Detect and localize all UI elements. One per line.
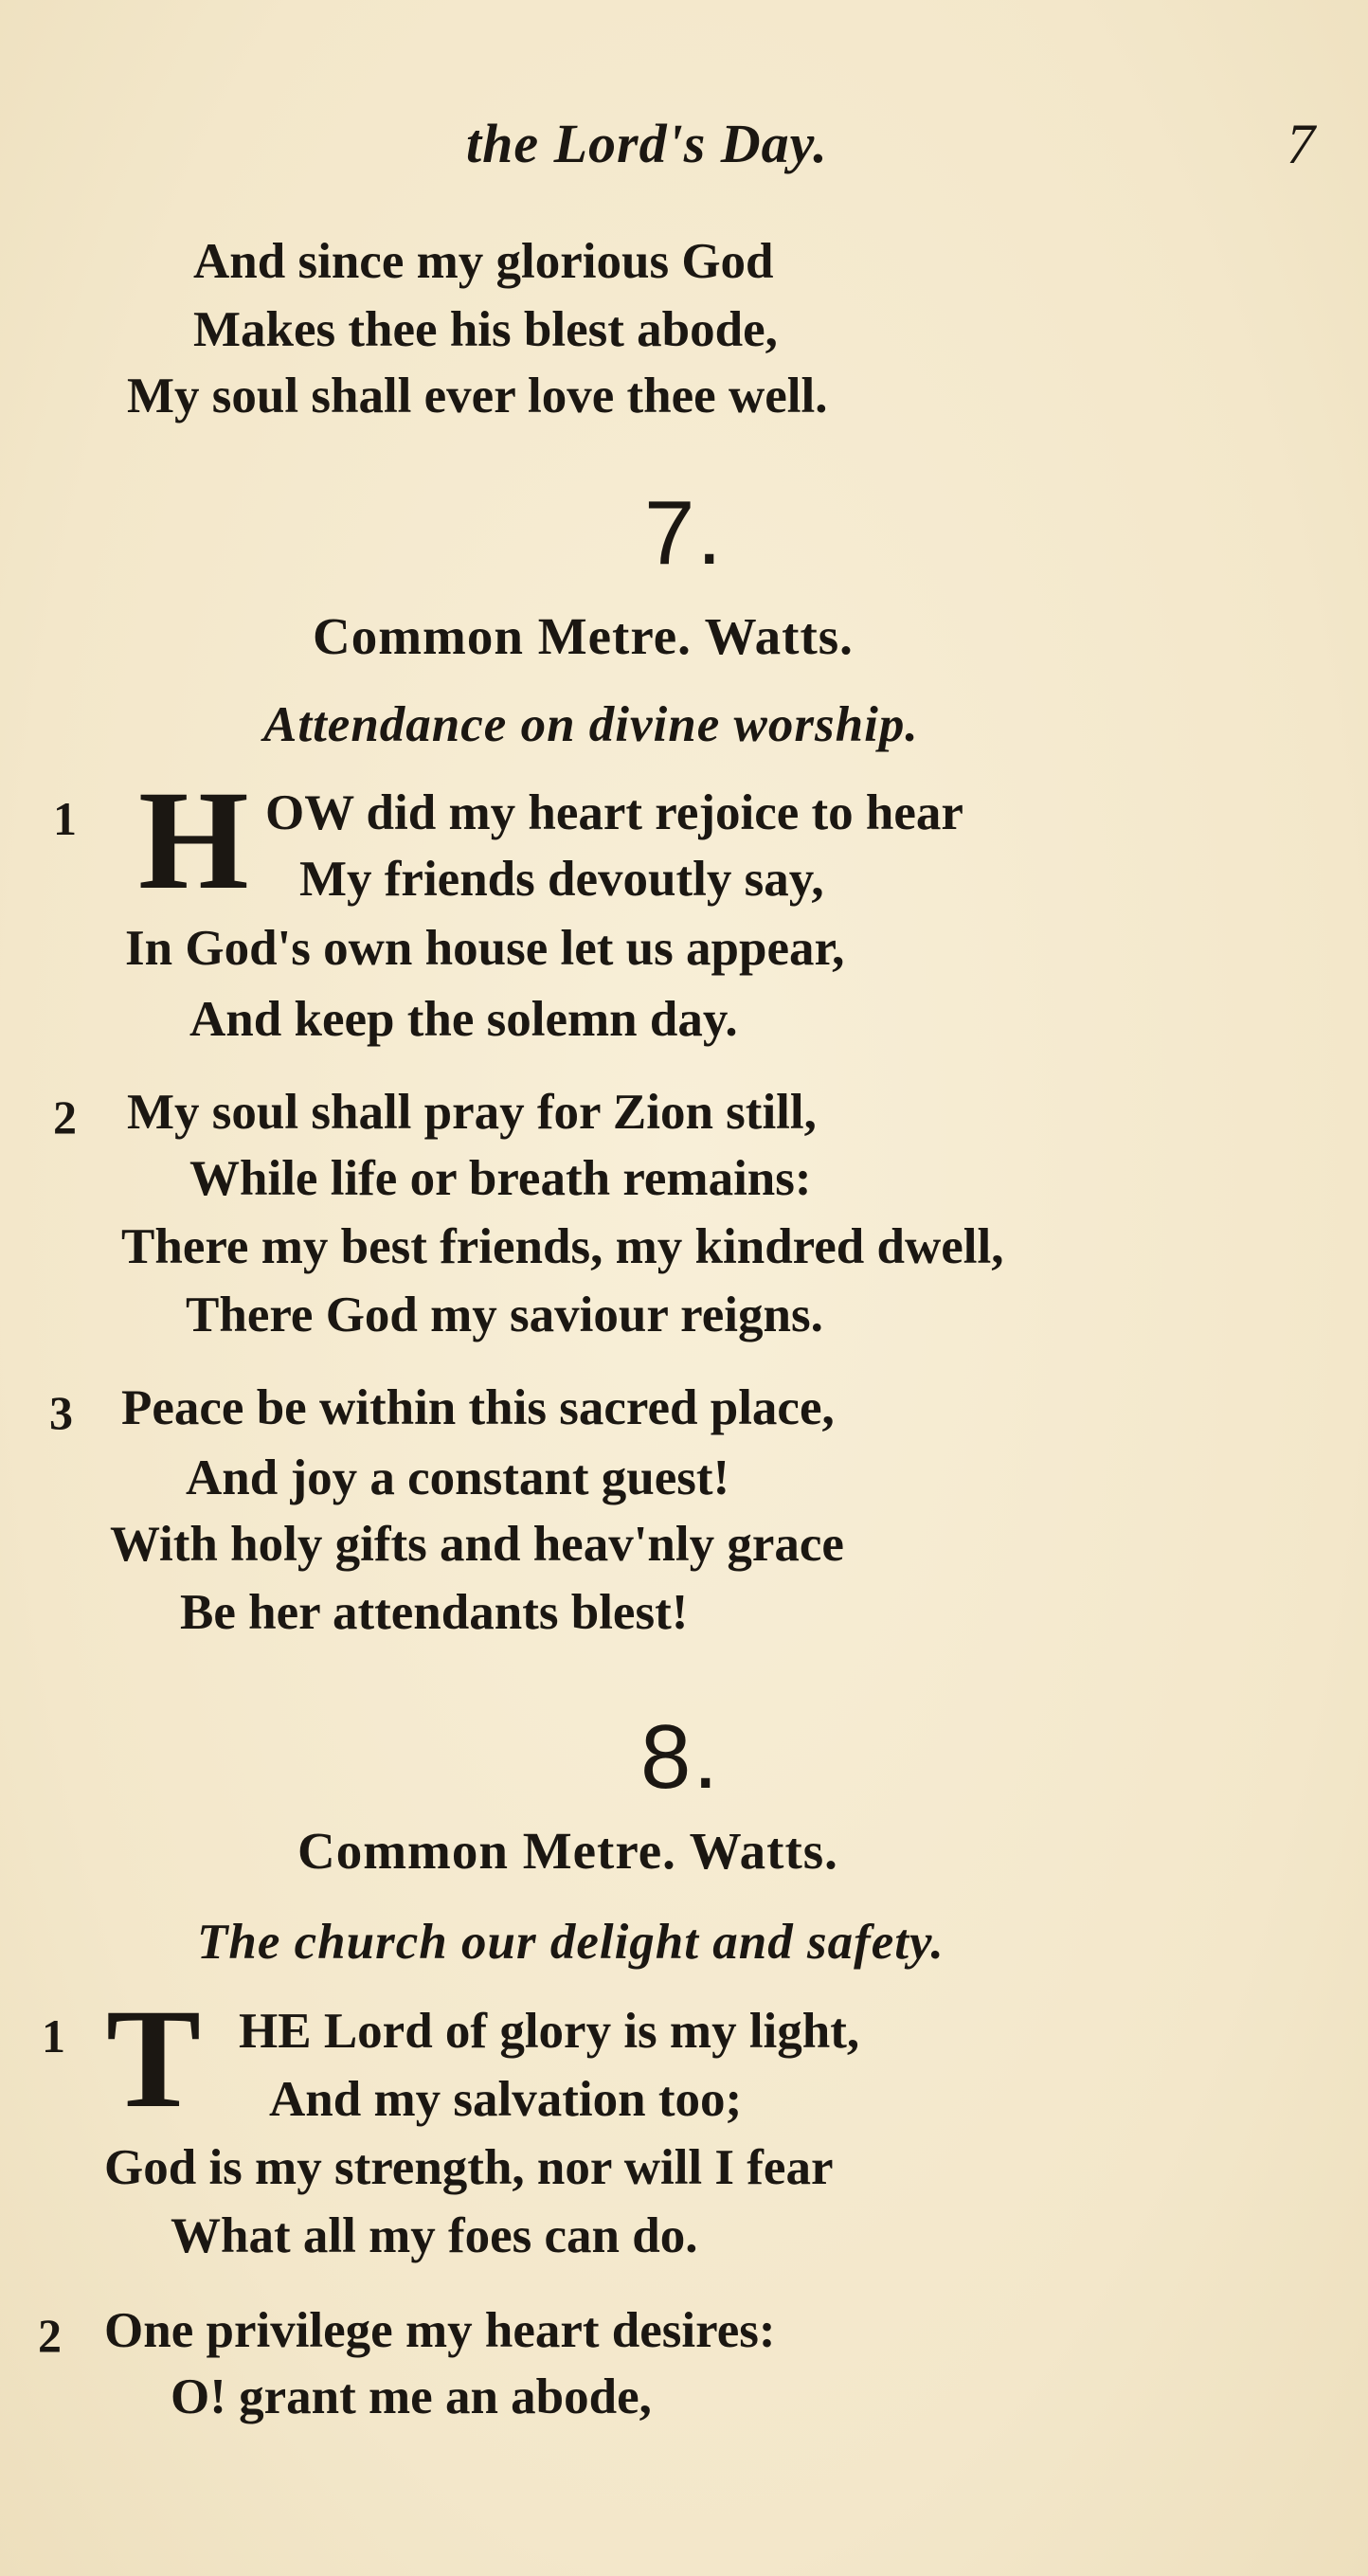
page-number: 7: [1287, 113, 1315, 175]
hymn-number: 8.: [640, 1706, 721, 1808]
verse-line: And keep the solemn day.: [189, 992, 738, 1047]
running-title: the Lord's Day.: [466, 113, 828, 174]
verse-line: With holy gifts and heav'nly grace: [110, 1517, 844, 1572]
verse-number: 2: [53, 1090, 77, 1144]
verse-line: OW did my heart rejoice to hear: [265, 785, 963, 840]
verse-line: One privilege my heart desires:: [104, 2303, 776, 2358]
hymn-subtitle: Attendance on divine worship.: [263, 697, 919, 752]
verse-line: Be her attendants blest!: [180, 1585, 689, 1640]
verse-number: 1: [42, 2009, 65, 2063]
verse-line: God is my strength, nor will I fear: [104, 2140, 834, 2195]
verse-line: And my salvation too;: [269, 2072, 743, 2127]
verse-line: There my best friends, my kindred dwell,: [121, 1219, 1004, 1274]
verse-line: HE Lord of glory is my light,: [239, 2004, 860, 2059]
verse-number: 3: [49, 1386, 73, 1439]
verse-line: O! grant me an abode,: [171, 2369, 652, 2424]
verse-line: In God's own house let us appear,: [125, 921, 845, 976]
drop-cap: T: [106, 1980, 202, 2137]
continuation-line: My soul shall ever love thee well.: [127, 369, 828, 423]
hymn-number: 7.: [644, 482, 725, 584]
verse-line: What all my foes can do.: [171, 2208, 698, 2263]
verse-line: My soul shall pray for Zion still,: [127, 1085, 817, 1140]
verse-line: While life or breath remains:: [189, 1151, 812, 1206]
verse-number: 1: [53, 792, 77, 845]
verse-number: 2: [38, 2309, 62, 2362]
verse-line: Peace be within this sacred place,: [121, 1380, 835, 1435]
hymn-metre: Common Metre. Watts.: [297, 1822, 838, 1880]
continuation-line: And since my glorious God: [193, 234, 774, 289]
verse-line: And joy a constant guest!: [186, 1450, 730, 1505]
hymn-metre: Common Metre. Watts.: [313, 607, 854, 665]
hymn-subtitle: The church our delight and safety.: [197, 1915, 945, 1970]
drop-cap: H: [138, 762, 249, 919]
verse-line: There God my saviour reigns.: [186, 1288, 823, 1342]
continuation-line: Makes thee his blest abode,: [193, 302, 778, 357]
verse-line: My friends devoutly say,: [299, 852, 824, 907]
